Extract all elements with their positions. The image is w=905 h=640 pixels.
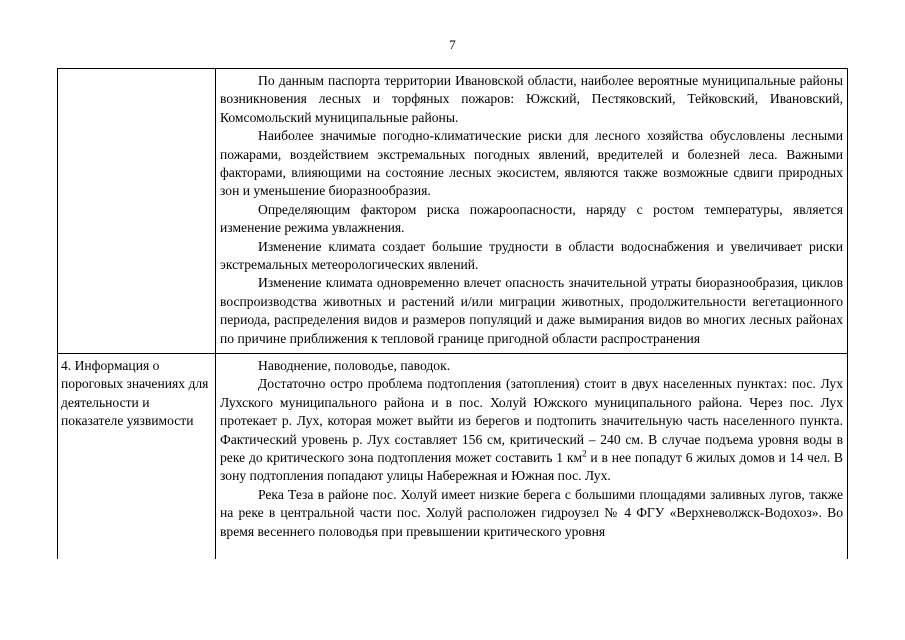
table-row xyxy=(58,69,848,354)
paragraph: Наиболее значимые погодно-климатические риски для лесного хозяйства обусловлены лесными пожарами, воздействием экстремальных погодных явлений, вредителей и болезней леса. Важными факторами, влияющими на состояние лесных экосистем, являются также возможные сдвиги природных зон и уменьшение биоразнообразия. xyxy=(220,128,843,199)
document-table xyxy=(57,68,848,559)
paragraph: Изменение климата создает большие трудности в области водоснабжения и увеличивает риски экстремальных метеорологических явлений. xyxy=(220,238,843,273)
superscript: 2 xyxy=(582,448,587,459)
table-cell-topic xyxy=(58,69,216,354)
paragraph: Изменение климата одновременно влечет опасность значительной утраты биоразнообразия, циклов воспроизводства животных и растений и/или миграции животных, продолжительности вегетационного периода, распределения видов и размеров популяций и даже вымирания видов во многих лесных районах по причине приближения к тепловой границе пригодной области распространения xyxy=(220,275,843,346)
paragraph: Наводнение, половодье, паводок. xyxy=(258,358,451,373)
page-number: 7 xyxy=(449,37,456,52)
table-cell-content xyxy=(216,354,848,560)
paragraph: Река Теза в районе пос. Холуй имеет низкие берега с большими площадями заливных лугов, также на реке в центральной части пос. Холуй расположен гидроузел № 4 ФГУ «Верхневолжск-Водохоз». Во время весеннего половодья при превышении критического уровня xyxy=(220,486,843,539)
paragraph: Определяющим фактором риска пожароопасности, наряду с ростом температуры, является изменение режима увлажнения. xyxy=(220,201,843,236)
paragraph-text: Достаточно остро проблема подтопления (затопления) стоит в двух населенных пунктах: пос. Лух Лухского муниципального района и в пос. Холуй Южского муниципального района. Через пос. Лух протекает р. Лух, которая может выйти из берегов и подтопить значительную часть населенного пункта. Фактический уровень р. Лух составляет 156 см, критический – 240 см. В случае подъема уровня воды в реке до критического зона подтопления может составить 1 км xyxy=(220,376,843,466)
paragraph xyxy=(220,375,843,485)
paragraph: По данным паспорта территории Ивановской области, наиболее вероятные муниципальные районы возникновения лесных и торфяных пожаров: Южский, Пестяковский, Тейковский, Ивановский, Комсомольский муниципальные районы. xyxy=(220,73,843,125)
table-cell-topic: 4. Информация о пороговых значениях для деятельности и показателе уязвимости xyxy=(58,354,216,560)
table-row xyxy=(58,354,848,560)
table-cell-content xyxy=(216,69,848,354)
paragraph-text: и в нее попадут 6 жилых домов и 14 чел. В зону подтопления попадают улицы Набережная и Южная пос. Лух. xyxy=(220,450,843,484)
